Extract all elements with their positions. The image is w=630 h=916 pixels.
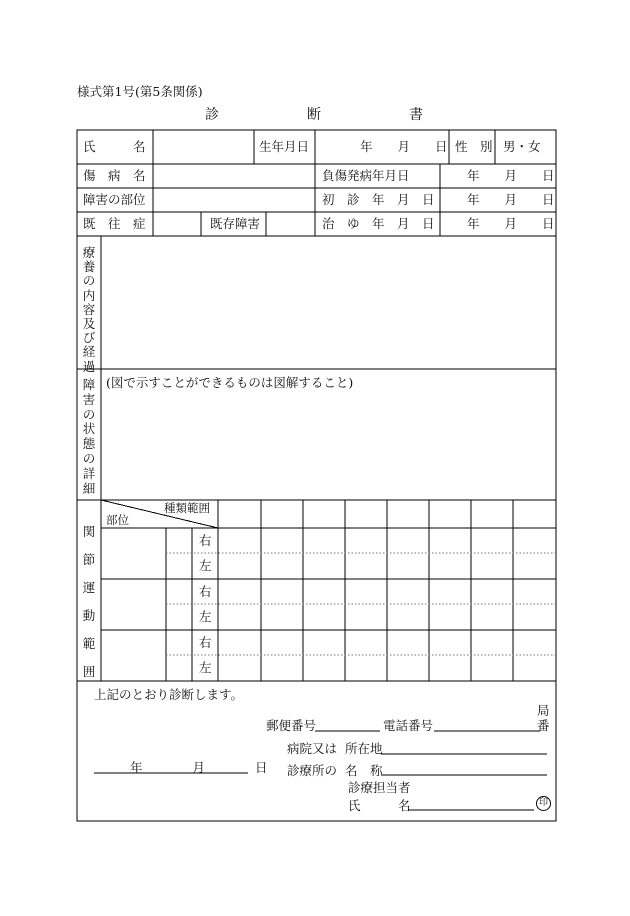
postal-label: 郵便番号	[266, 718, 317, 733]
side-right-2: 右	[199, 584, 212, 599]
doctor-label: 診療担当者	[348, 780, 411, 795]
label-disability-site: 障害の部位	[83, 192, 146, 207]
label-birth: 生年月日	[259, 139, 310, 154]
title-char-1: 診	[205, 107, 219, 123]
number-label: 番	[537, 718, 550, 733]
label-part: 部位	[106, 513, 129, 527]
label-treatment: 療養の内容及び経過	[82, 245, 96, 374]
condition-note: (図で示すことができるものは図解すること)	[106, 375, 354, 390]
issue-date: 年 月 日	[130, 760, 268, 775]
bureau-label: 局	[537, 703, 550, 718]
label-joint: 関節運動範囲	[82, 524, 96, 679]
statement: 上記のとおり診断します。	[94, 687, 244, 702]
cure-ymd: 年 月 日	[467, 216, 555, 231]
doctor-name-label: 氏 名	[348, 798, 411, 813]
injury-ymd: 年 月 日	[467, 168, 555, 183]
side-right-1: 右	[199, 533, 212, 548]
birth-ymd: 年 月 日	[360, 139, 448, 154]
label-history: 既 往 症	[83, 216, 146, 231]
first-visit-ymd: 年 月 日	[467, 192, 555, 207]
form-number: 様式第1号(第5条関係)	[77, 84, 203, 99]
label-gender: 性 別	[455, 139, 493, 154]
side-right-3: 右	[199, 635, 212, 650]
label-cure-date: 治 ゆ 年 月 日	[322, 216, 435, 231]
hospital-label-1: 病院又は	[287, 741, 338, 756]
side-left-3: 左	[199, 660, 212, 675]
label-range-kind: 種類範囲	[164, 501, 210, 515]
label-first-visit: 初 診 年 月 日	[322, 192, 435, 207]
side-left-1: 左	[199, 558, 212, 573]
phone-label: 電話番号	[383, 718, 434, 733]
label-name: 氏 名	[83, 139, 146, 154]
seal-mark: 印	[536, 796, 551, 811]
gender-value: 男・女	[503, 139, 541, 154]
title-char-3: 書	[409, 107, 423, 123]
side-left-2: 左	[199, 609, 212, 624]
label-condition: 障害の状態の詳細	[82, 377, 96, 496]
hospital-label-2: 診療所の	[287, 763, 338, 778]
title-char-2: 断	[307, 107, 321, 123]
label-injury-date: 負傷発病年月日	[322, 168, 410, 183]
label-existing: 既存障害	[210, 216, 261, 231]
address-label: 所在地	[345, 741, 383, 756]
label-injury-name: 傷 病 名	[83, 168, 146, 183]
facility-name-label: 名 称	[345, 763, 383, 778]
